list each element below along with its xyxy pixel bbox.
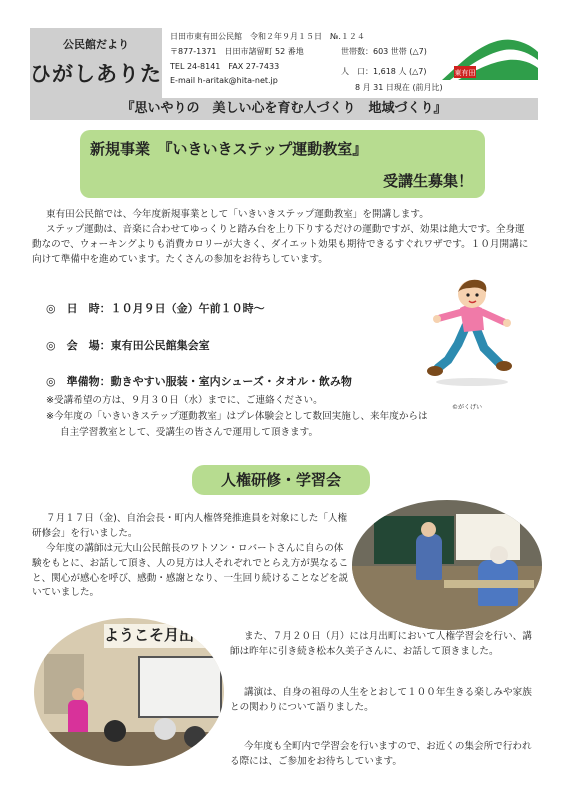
new-program-intro: 東有田公民館では、今年度新規事業として「いきいきステップ運動教室」を開講します。 xyxy=(46,209,429,220)
application-note: ※受講希望の方は、９月３０日（水）までに、ご連絡ください。 xyxy=(46,395,323,406)
tel-fax: TEL 24-8141 FAX 27-7433 xyxy=(170,62,280,71)
audience-head-1 xyxy=(104,720,126,742)
event-place: ◎ 会 場：東有田公民館集会室 xyxy=(46,339,210,352)
new-program-subheading: 受講生募集！ xyxy=(382,172,473,190)
speaker xyxy=(416,534,442,580)
whiteboard xyxy=(456,514,520,560)
newsletter-title: ひがしありた xyxy=(30,62,162,86)
new-program-description: ステップ運動は、音楽に合わせてゆっくりと踏み台を上り下りするだけの運動ですが、効果は絶大です。全身運動なので、ウォーキングよりも消費カロリーが大きく、ダイエット効果も期待できるすぐれワザです。１０月開講に向けて準備中を進めています。たくさんの参加をお待ちしています。 xyxy=(32,224,529,265)
desk xyxy=(444,580,534,588)
jinken-para-1: ７月１７日（金)、自治会長・町内人権啓発推進員を対象にした「人権研修会」を行いました。 xyxy=(32,513,348,539)
audience-head-2 xyxy=(154,718,176,740)
issue-info: 日田市東有田公民館 令和２年９月１５日 №.１２４ xyxy=(170,32,365,41)
projector-screen xyxy=(138,656,222,718)
program-note: ※今年度の「いきいきステップ運動教室」はプレ体験会として数回実施し、来年度からは xyxy=(46,411,428,422)
email: E-mail h-aritak@hita-net.jp xyxy=(170,76,278,85)
population: 人 口：1,618 人 (△7) xyxy=(341,67,427,76)
event-items: ◎ 準備物：動きやすい服装・室内シューズ・タオル・飲み物 xyxy=(46,375,352,388)
lecture-photo xyxy=(352,500,542,630)
households: 世帯数：603 世帯 (△7) xyxy=(341,47,427,56)
presenter-head xyxy=(72,688,84,700)
jinken-heading-box xyxy=(192,465,370,495)
running-child-illustration xyxy=(420,278,520,388)
address: 〒877-1371 日田市諸留町 52 番地 xyxy=(170,47,304,56)
jinken-heading: 人権研修・学習会 xyxy=(220,471,341,489)
program-note-continued: 自主学習教室として、受講生の皆さんで運用して頂きます。 xyxy=(60,427,319,438)
logo-text: 東有田 xyxy=(454,69,476,77)
newsletter-subtitle: 公民館だより xyxy=(63,38,129,51)
new-program-heading: 新規事業 『いきいきステップ運動教室』 xyxy=(90,140,368,158)
new-program-heading-box xyxy=(80,130,485,198)
event-date: ◎ 日 時：１０月９日（金）午前１０時～ xyxy=(46,302,265,315)
jinken-para-2: 今年度の講師は元大山公民館長のワトソン・ロバートさんに自らの体験をもとに、お話して頂き、人の見方は人それぞれでとらえ方が異なること、関心が感心を呼び、感動・感謝となり、一生回り続けることなどを説いていました。 xyxy=(32,543,349,599)
study-meeting-photo xyxy=(34,618,224,766)
welcome-banner: ようこそ月出 xyxy=(104,624,224,648)
jinken-para-4: 講演は、自身の祖母の人生をとおして１００年生きる楽しみや家族との関わりについて語りました。 xyxy=(230,687,532,713)
jinken-para-5: 今年度も全町内で学習会を行いますので、お近くの集会所で行われる際には、ご参加をお待ちしています。 xyxy=(230,741,532,767)
illustration-credit: ©がくげい xyxy=(452,404,483,411)
audience-head xyxy=(490,546,508,564)
speaker-head xyxy=(421,522,436,537)
mountain-logo-icon xyxy=(440,34,540,86)
newsletter-title-box xyxy=(30,28,162,98)
jinken-para-3: また、７月２０日（月）には月出町において人権学習会を行い、講師は昨年に引き続き松本久美子さんに、お話して頂きました。 xyxy=(230,631,532,657)
presenter xyxy=(68,700,88,734)
as-of-date: 8 月 31 日現在 (前月比) xyxy=(355,83,443,92)
slogan-banner: 『思いやりの 美しい心を育む人づくり 地域づくり』 xyxy=(30,98,538,120)
audience-head-3 xyxy=(184,726,206,748)
blackboard xyxy=(374,516,454,564)
